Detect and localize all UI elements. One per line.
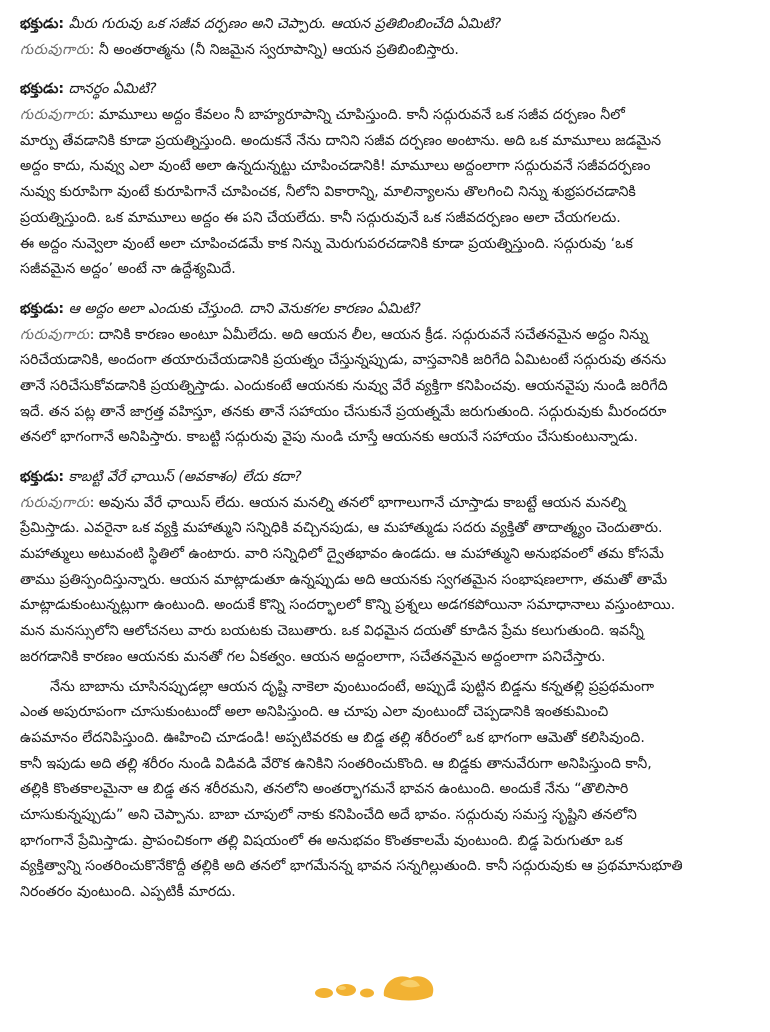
answer-line: అద్దం కాదు, నువ్వు ఎలా వుంటే అలా ఉన్నదున్నట్టు చూపించడానికి! మామూలు అద్దంలాగా సద్గురువనే సజీవదర్పణం bbox=[20, 158, 651, 175]
petal-shape bbox=[336, 984, 356, 996]
paragraph-line: చూసుకున్నప్పుడు” అని చెప్పాను. బాబా చూపులో నాకు కనిపించేది అదే భావం. సద్గురువు సమస్త సృష్టిని తనలోని bbox=[20, 806, 637, 823]
answer-line: సజీవమైన అద్దం’ అంటే నా ఉద్దేశ్యమిదే. bbox=[20, 261, 236, 278]
answer-line: మార్పు తేవడానికి కూడా ప్రయత్నిస్తుంది. అందుకనే నేను దానిని సజీవ దర్పణం అంటాను. అది ఒక మామూలు జడమైన bbox=[20, 132, 662, 149]
document-page bbox=[20, 12, 754, 906]
answer-line: ప్రయత్నిస్తుంది. ఒక మామూలు అద్దం ఈ పని చేయలేదు. కానీ సద్గురువునే ఒక సజీవదర్పణం అలా చేయగలదు. bbox=[20, 209, 621, 226]
answer-line: ఇదే. తన పట్ల తానే జాగ్రత్త వహిస్తూ, తనకు తానే సహాయం చేసుకునే ప్రయత్నమే జరుగుతుంది. సద్గురువుకు మీరందరూ bbox=[20, 403, 667, 420]
answer-line: సరిచేయడానికి, అందంగా తయారుచేయడానికి ప్రయత్నం చేస్తున్నప్పుడు, వాస్తవానికి జరిగేది ఏమిటంటే సద్గురువు తనను bbox=[20, 352, 667, 369]
guru-answer-line: గురువుగారు: మామూలు అద్దం కేవలం నీ బాహ్యరూపాన్ని చూపిస్తుంది. కానీ సద్గురువనే ఒక సజీవ దర్పణం నీలో bbox=[20, 107, 625, 124]
paragraph-line: కానీ ఇపుడు అది తల్లి శరీరం నుండి విడివడి వేరొక ఉనికిని సంతరించుకొంది. ఆ బిడ్డకు తానువేరుగా అనిపిస్తుంది కానీ, bbox=[20, 755, 652, 772]
floral-divider-icon bbox=[312, 966, 452, 1006]
answer-line: మాట్లాడుకుంటున్నట్లుగా ఉంటుంది. అందుకే కొన్ని సందర్భాలలో కొన్ని ప్రశ్నలు అడగకపోయినా సమాధానాలు వస్తుంటాయి. bbox=[20, 597, 676, 614]
answer-line: తాము ప్రతిస్పందిస్తున్నారు. ఆయన మాట్లాడుతూ ఉన్నప్పుడు అది ఆయనకు స్వగతమైన సంభాషణలాగా, తమతో తామే bbox=[20, 571, 668, 588]
paragraph-line: ఉపమానం లేదనిపిస్తుంది. ఊహించి చూడండి! అప్పటివరకు ఆ బిడ్డ తల్లి శరీరంలో ఒక భాగంగా ఆమెతో కలిసివుంది. bbox=[20, 729, 645, 746]
devotee-question: భక్తుడు: మీరు గురువు ఒక సజీవ దర్పణం అని చెప్పారు. ఆయన ప్రతిబింబించేది ఏమిటి? bbox=[20, 16, 502, 32]
qa-block bbox=[20, 465, 754, 671]
guru-label: గురువుగారు bbox=[20, 494, 90, 511]
closing-paragraph bbox=[20, 675, 754, 906]
devotee-label: భక్తుడు: bbox=[20, 16, 65, 32]
answer-line: జరగడానికి కారణం ఆయనకు మనతో గల ఏకత్వం. ఆయన అద్దంలాగా, సచేతనమైన అద్దంలాగా పనిచేస్తారు. bbox=[20, 648, 606, 665]
answer-line: ప్రేమిస్తాడు. ఎవరైనా ఒక వ్యక్తి మహాత్ముని సన్నిధికి వచ్చినపుడు, ఆ మహాత్ముడు సదరు వ్యక్తితో తాదాత్మ్యం చెందుతారు. bbox=[20, 520, 663, 537]
guru-answer-line: గురువుగారు: దానికి కారణం అంటూ ఏమీలేదు. అది ఆయన లీల, ఆయన క్రీడ. సద్గురువనే సచేతనమైన అద్దం నిన్ను bbox=[20, 326, 649, 343]
answer-line: తనలో భాగంగానే అనిపిస్తారు. కాబట్టి సద్గురువు వైపు నుండి చూస్తే ఆయనకు ఆయనే సహాయం చేసుకుంటున్నాడు. bbox=[20, 429, 639, 446]
guru-label: గురువుగారు bbox=[20, 107, 90, 124]
devotee-label: భక్తుడు: bbox=[20, 300, 65, 317]
paragraph-line: నిరంతరం వుంటుంది. ఎప్పటికీ మారదు. bbox=[20, 884, 236, 900]
answer-line: ఈ అద్దం నువ్వెలా వుంటే అలా చూపించడమే కాక నిన్ను మెరుగుపరచడానికి కూడా ప్రయత్నిస్తుంది. సద్గురువు ‘ఒక bbox=[20, 235, 633, 252]
devotee-label: భక్తుడు: bbox=[20, 469, 65, 485]
devotee-question: భక్తుడు: దానర్థం ఏమిటి? bbox=[20, 81, 157, 98]
paragraph-line: భాగంగానే ప్రేమిస్తాడు. ప్రాపంచికంగా తల్లి విషయంలో ఈ అనుభవం కొంతకాలమే వుంటుంది. బిడ్డ పెరుగుతూ ఒక bbox=[20, 832, 623, 849]
devotee-label: భక్తుడు: bbox=[20, 81, 65, 98]
answer-line: తానే సరిచేసుకోవడానికి ప్రయత్నిస్తాడు. ఎందుకంటే ఆయనకు నువ్వు వేరే వ్యక్తిగా కనిపించవు. ఆయనవైపు నుండి జరిగేది bbox=[20, 377, 668, 394]
qa-block bbox=[20, 77, 754, 283]
paragraph-line: తల్లికి కొంతకాలమైనా ఆ బిడ్డ తన శరీరమని, తనలోని అంతర్భాగమనే భావన ఉంటుంది. అందుకే నేను “తొలిసారి bbox=[20, 781, 629, 798]
devotee-question: భక్తుడు: ఆ అద్దం అలా ఎందుకు చేస్తుంది. దాని వెనుకగల కారణం ఏమిటి? bbox=[20, 300, 421, 317]
qa-block bbox=[20, 297, 754, 451]
petal-shape bbox=[360, 989, 374, 998]
guru-label: గురువుగారు bbox=[20, 41, 90, 58]
answer-line: నువ్వు కురూపిగా వుంటే కురూపిగానే చూపించక, నీలోని వికారాన్ని, మాలిన్యాలను తొలగించి నిన్ను శుభ్రపరచడానికి bbox=[20, 184, 636, 201]
answer-line: మహాత్ములు అటువంటి స్థితిలో ఉంటారు. వారి సన్నిధిలో ద్వైతభావం ఉండదు. ఆ మహాత్ముని అనుభవంలో తమ కోసమే bbox=[20, 546, 664, 563]
paragraph-line: వ్యక్తిత్వాన్ని సంతరించుకొనేకొద్దీ తల్లికి అది తనలో భాగమేనన్న భావన సన్నగిల్లుతుంది. కానీ సద్గురువుకు ఆ ప్రథమానుభూతి bbox=[20, 858, 683, 875]
petal-highlight bbox=[338, 986, 346, 990]
answer-line: మన మనస్సులోని ఆలోచనలు వారు బయటకు చెబుతారు. ఒక విధమైన దయతో కూడిన ప్రేమ కలుగుతుంది. ఇవన్నీ bbox=[20, 623, 644, 640]
guru-answer-line: గురువుగారు: అవును వేరే ఛాయిస్ లేదు. ఆయన మనల్ని తనలో భాగాలుగానే చూస్తాడు కాబట్టే ఆయన మనల్ని bbox=[20, 494, 626, 511]
petal-shape bbox=[315, 988, 333, 998]
devotee-question: భక్తుడు: కాబట్టి వేరే ఛాయిస్ (అవకాశం) లేదు కదా? bbox=[20, 469, 302, 485]
guru-answer-line: గురువుగారు: నీ అంతరాత్మను (నీ నిజమైన స్వరూపాన్ని) ఆయన ప్రతిబింబిస్తారు. bbox=[20, 41, 459, 58]
guru-label: గురువుగారు bbox=[20, 326, 90, 343]
qa-block bbox=[20, 12, 754, 63]
paragraph-line: నేను బాబాను చూసినప్పుడల్లా ఆయన దృష్టి నాకెలా వుంటుందంటే, అప్పుడే పుట్టిన బిడ్డను కన్నతల్లి ప్రప్రథమంగా bbox=[50, 678, 655, 695]
paragraph-line: ఎంత అపురూపంగా చూసుకుంటుందో అలా అనిపిస్తుంది. ఆ చూపు ఎలా వుంటుందో చెప్పడానికి ఇంతకుమించి bbox=[20, 704, 609, 721]
